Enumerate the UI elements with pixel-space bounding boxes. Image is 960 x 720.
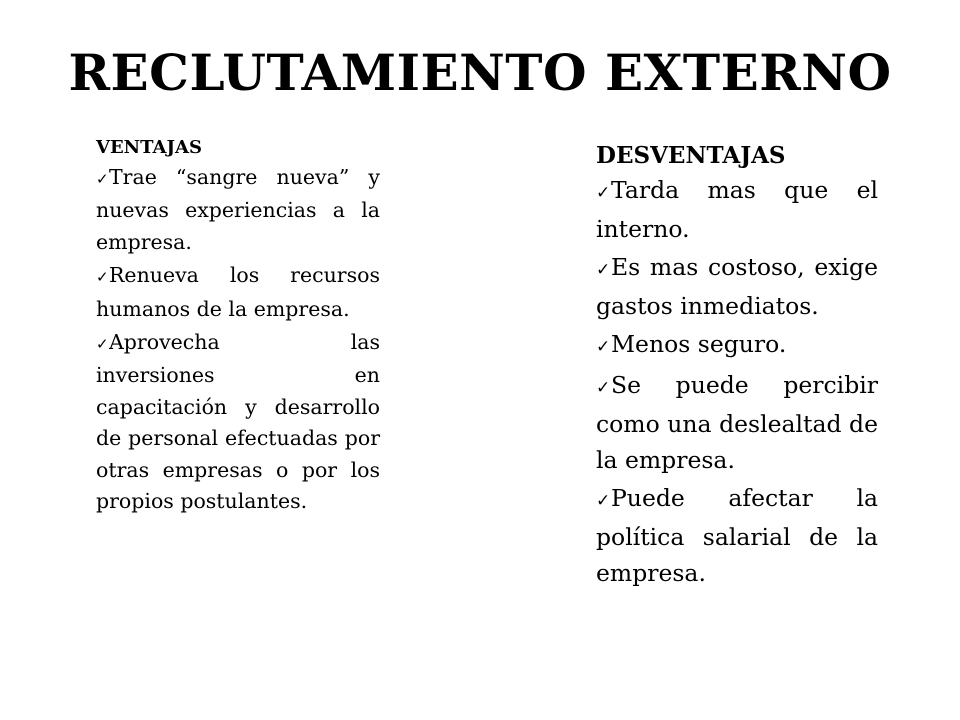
list-item-text: Se puede percibir como una deslealtad de la empresa. [596,371,878,474]
list-item [96,260,380,325]
desventajas-heading: DESVENTAJAS [596,142,786,169]
check-icon: ✓ [596,183,611,203]
check-icon: ✓ [596,378,611,398]
check-icon: ✓ [96,335,109,354]
list-item [96,327,380,517]
ventajas-column [96,134,380,519]
list-item-text: Menos seguro. [611,330,787,358]
check-icon: ✓ [596,491,611,511]
list-item-text: Tarda mas que el interno. [596,176,878,243]
list-item-text: Renueva los recursos humanos de la empresa. [96,263,380,321]
list-item-text: Trae “sangre nueva” y nuevas experiencias a la empresa. [96,165,380,254]
desventajas-list [596,172,878,591]
list-item-text: Es mas costoso, exige gastos inmediatos. [596,253,878,320]
ventajas-list [96,162,380,517]
check-icon: ✓ [596,337,611,357]
list-item [596,172,878,247]
list-item [596,249,878,324]
list-item-text: Puede afectar la política salarial de la empresa. [596,484,878,587]
desventajas-column [596,140,878,593]
check-icon: ✓ [96,170,109,188]
check-icon: ✓ [96,268,109,287]
check-icon: ✓ [596,260,611,280]
list-item-text: Aprovecha las inversiones en capacitación y desarrollo de personal efectuadas por otras empresas o por los propios postulantes. [96,330,380,514]
list-item [596,480,878,591]
list-item [596,326,878,365]
page-title: RECLUTAMIENTO EXTERNO [68,43,892,102]
ventajas-heading: VENTAJAS [96,137,202,158]
list-item [596,367,878,478]
list-item [96,162,380,258]
